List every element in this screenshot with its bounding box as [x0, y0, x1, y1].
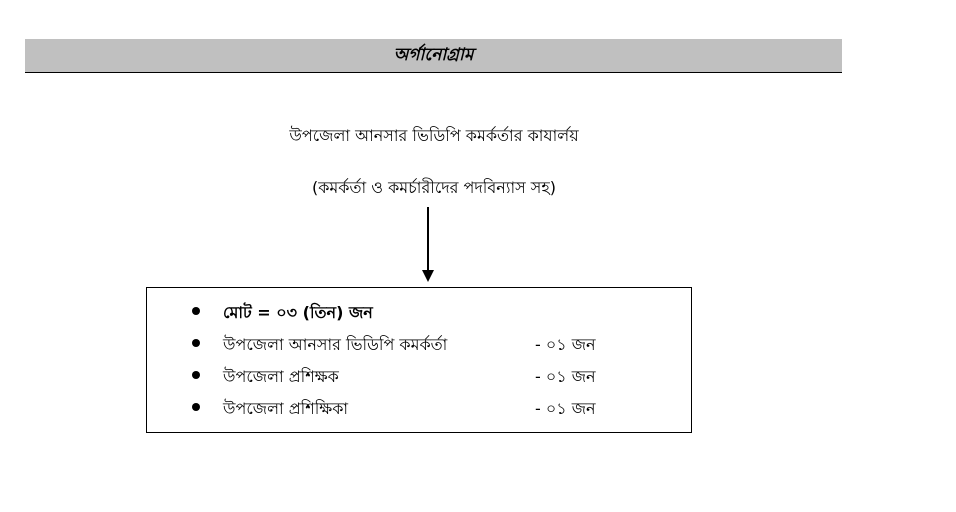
header-bar — [25, 39, 842, 73]
position-label: উপজেলা প্রশিক্ষিকা — [223, 399, 349, 418]
office-title: উপজেলা আনসার ভিডিপি কমর্কর্তার কাযার্লয় — [289, 126, 579, 145]
list-item — [147, 300, 691, 324]
bullet-icon — [192, 307, 200, 315]
position-label: উপজেলা প্রশিক্ষক — [223, 367, 339, 386]
total-staff-label: মোট = ০৩ (তিন) জন — [223, 303, 373, 322]
position-count: - ০১ জন — [535, 399, 596, 418]
bullet-icon — [192, 403, 200, 411]
list-item — [147, 332, 691, 356]
page-title: অর্গানোগ্রাম — [393, 44, 474, 65]
office-subtitle: (কমর্কর্তা ও কমর্চারীদের পদবিন্যাস সহ) — [311, 178, 556, 197]
position-count: - ০১ জন — [535, 335, 596, 354]
position-count: - ০১ জন — [535, 367, 596, 386]
list-item — [147, 396, 691, 420]
bullet-icon — [192, 339, 200, 347]
position-label: উপজেলা আনসার ভিডিপি কমর্কর্তা — [223, 335, 448, 354]
bullet-icon — [192, 371, 200, 379]
staff-summary-box — [146, 287, 692, 433]
list-item — [147, 364, 691, 388]
down-arrow-icon — [419, 207, 437, 282]
